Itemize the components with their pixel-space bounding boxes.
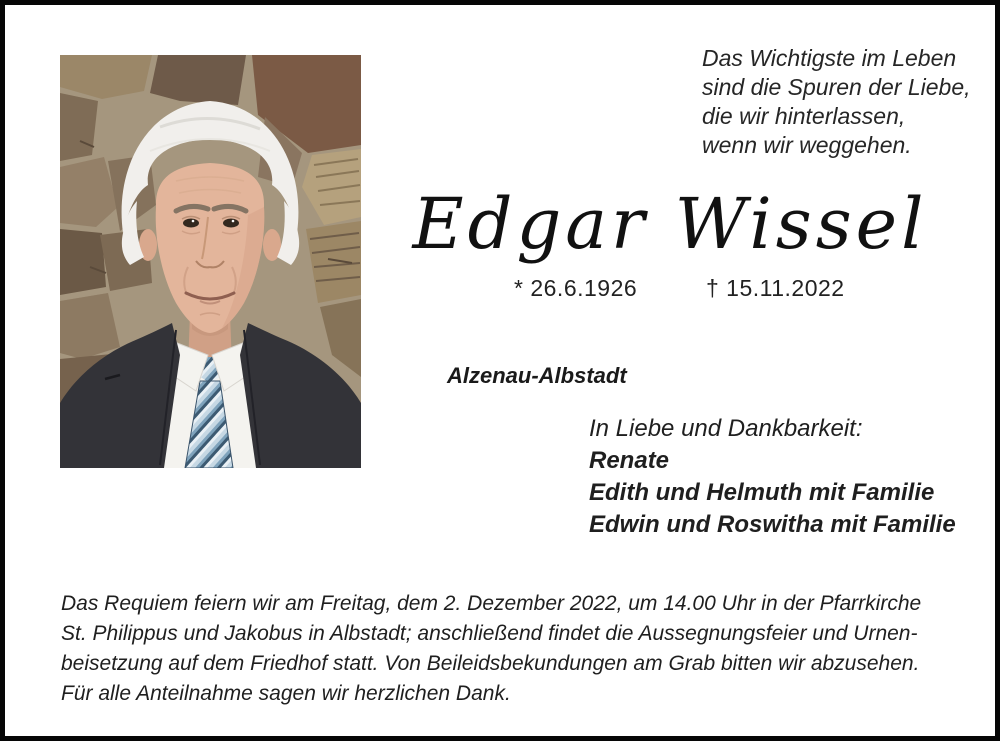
mourner-name: Renate <box>589 447 670 474</box>
birth-date: * 26.6.1926 <box>514 275 638 301</box>
announcement-line: Das Requiem feiern wir am Freitag, dem 2. Dezember 2022, um 14.00 Uhr in der Pfarrkirche <box>61 592 922 615</box>
mourner-name: Edwin und Roswitha mit Familie <box>589 511 956 538</box>
portrait-photo <box>60 55 361 468</box>
death-date: † 15.11.2022 <box>706 275 845 301</box>
mourners-block <box>589 413 956 541</box>
location-label: Alzenau-Albstadt <box>447 363 627 388</box>
funeral-announcement <box>61 589 921 709</box>
announcement-line: St. Philippus und Jakobus in Albstadt; anschließend findet die Aussegnungsfeier und Urnen- <box>61 622 918 645</box>
announcement-line: beisetzung auf dem Friedhof statt. Von Beileidsbekundungen am Grab bitten wir abzusehen. <box>61 652 920 675</box>
quote-line: Das Wichtigste im Leben <box>702 45 957 71</box>
quote-line: sind die Spuren der Liebe, <box>702 74 971 100</box>
quote-line: wenn wir weggehen. <box>702 132 912 158</box>
quote-line: die wir hinterlassen, <box>702 103 906 129</box>
memorial-quote <box>702 44 971 160</box>
announcement-line: Für alle Anteilnahme sagen wir herzlichen Dank. <box>61 682 511 705</box>
portrait-illustration <box>60 55 361 468</box>
mourners-intro: In Liebe und Dankbarkeit: <box>589 415 863 442</box>
deceased-name: Edgar Wissel <box>412 183 928 265</box>
mourner-name: Edith und Helmuth mit Familie <box>589 479 935 506</box>
